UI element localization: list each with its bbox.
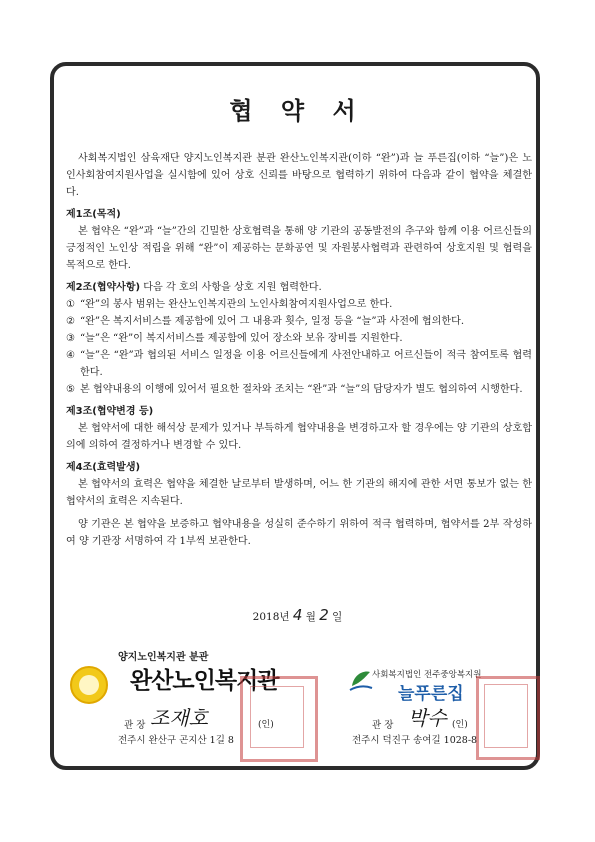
article-4 — [66, 459, 532, 510]
article-text: 본 협약은 “완”과 “늘”간의 긴밀한 상호협력을 통해 양 기관의 공동발전의 추구와 함께 이용 어르신들의 긍정적인 노인상 적립을 위해 “완”이 제공하는 문화공연 및 자원봉사협력과 관련하여 상호지원 및 협력을 목적으로 한다. — [66, 226, 532, 271]
right-org-calligraphy: 늘푸른집 — [398, 684, 464, 704]
date-month-unit: 월 — [305, 611, 316, 623]
article-heading-line — [66, 279, 532, 296]
item-number: ② — [66, 316, 76, 327]
list-item — [66, 296, 532, 313]
item-text: “늘”은 “완”과 협의된 서비스 일정을 이용 어르신들에게 사전안내하고 어르신들이 적극 참여토록 협력한다. — [80, 350, 532, 378]
item-text: “완”의 봉사 범위는 완산노인복지관의 노인사회참여지원사업으로 한다. — [80, 299, 393, 310]
left-seal-mark: (인) — [258, 720, 274, 730]
agreement-body — [66, 150, 532, 550]
right-address: 전주시 덕진구 송여길 1028-8 — [352, 735, 478, 746]
item-number: ③ — [66, 333, 76, 344]
right-seal-stamp-inner — [484, 684, 528, 748]
item-number: ① — [66, 299, 76, 310]
article-1 — [66, 206, 532, 274]
left-org-calligraphy: 완산노인복지관 — [130, 668, 279, 694]
item-text: “완”은 복지서비스를 제공함에 있어 그 내용과 횟수, 일정 등을 “늘”과 사전에 협의한다. — [80, 316, 465, 327]
list-item — [66, 330, 532, 347]
article-lead: 다음 각 호의 사항을 상호 지원 협력한다. — [140, 282, 322, 293]
left-address: 전주시 완산구 곤지산 1길 8 — [118, 735, 234, 746]
right-signature: 박수 — [408, 706, 447, 730]
article-3 — [66, 403, 532, 454]
right-org-name: 사회복지법인 전주중앙복지원 — [372, 670, 482, 680]
right-role-label: 관 장 — [372, 720, 394, 731]
item-text: 본 협약내용의 이행에 있어서 필요한 절차와 조치는 “완”과 “늘”의 담당자가 별도 협의하여 시행한다. — [80, 384, 523, 395]
date-day-handwritten: 2 — [319, 606, 329, 624]
agreement-date — [0, 606, 595, 624]
list-item — [66, 347, 532, 381]
article-title: 제3조(협약변경 등) — [66, 406, 154, 417]
left-role-label: 관 장 — [124, 720, 146, 731]
article-2 — [66, 279, 532, 398]
item-text: “늘”은 “완”이 복지서비스를 제공함에 있어 장소와 보유 장비를 지원한다. — [80, 333, 403, 344]
date-day-unit: 일 — [332, 611, 343, 623]
list-item — [66, 381, 532, 398]
article-title: 제4조(효력발생) — [66, 462, 141, 473]
intro-paragraph: 사회복지법인 삼육재단 양지노인복지관 분관 완산노인복지관(이하 “완”)과 늘 푸른집(이하 “늘”)은 노인사회참여지원사업을 실시함에 있어 상호 신뢰를 바탕으로 협력하기 위하여 다음과 같이 협약을 체결한다. — [66, 153, 532, 198]
date-month-handwritten: 4 — [292, 606, 303, 624]
article-title: 제1조(목적) — [66, 209, 121, 220]
date-year: 2018년 — [252, 611, 290, 623]
right-org-leaf-logo-icon — [348, 666, 374, 692]
article-title: 제2조(협약사항) — [66, 282, 141, 293]
left-org-name: 양지노인복지관 분관 — [118, 652, 209, 663]
item-number: ④ — [66, 350, 76, 361]
list-item — [66, 313, 532, 330]
document-title: 협 약 서 — [229, 97, 366, 125]
right-seal-mark: (인) — [452, 720, 468, 730]
left-org-emblem-icon — [70, 666, 108, 704]
left-signature: 조재호 — [150, 706, 208, 730]
article-text: 본 협약서의 효력은 협약을 체결한 날로부터 발생하며, 어느 한 기관의 해지에 관한 서면 통보가 없는 한 협약서의 효력은 지속된다. — [66, 479, 532, 507]
article-text: 본 협약서에 대한 해석상 문제가 있거나 부득하게 협약내용을 변경하고자 할 경우에는 양 기관의 상호합의에 의하여 결정하거나 변경할 수 있다. — [66, 423, 532, 451]
item-number: ⑤ — [66, 384, 76, 395]
closing-paragraph: 양 기관은 본 협약을 보증하고 협약내용을 성실히 준수하기 위하여 적극 협력하며, 협약서를 2부 작성하여 양 기관장 서명하여 각 1부씩 보관한다. — [66, 519, 532, 547]
